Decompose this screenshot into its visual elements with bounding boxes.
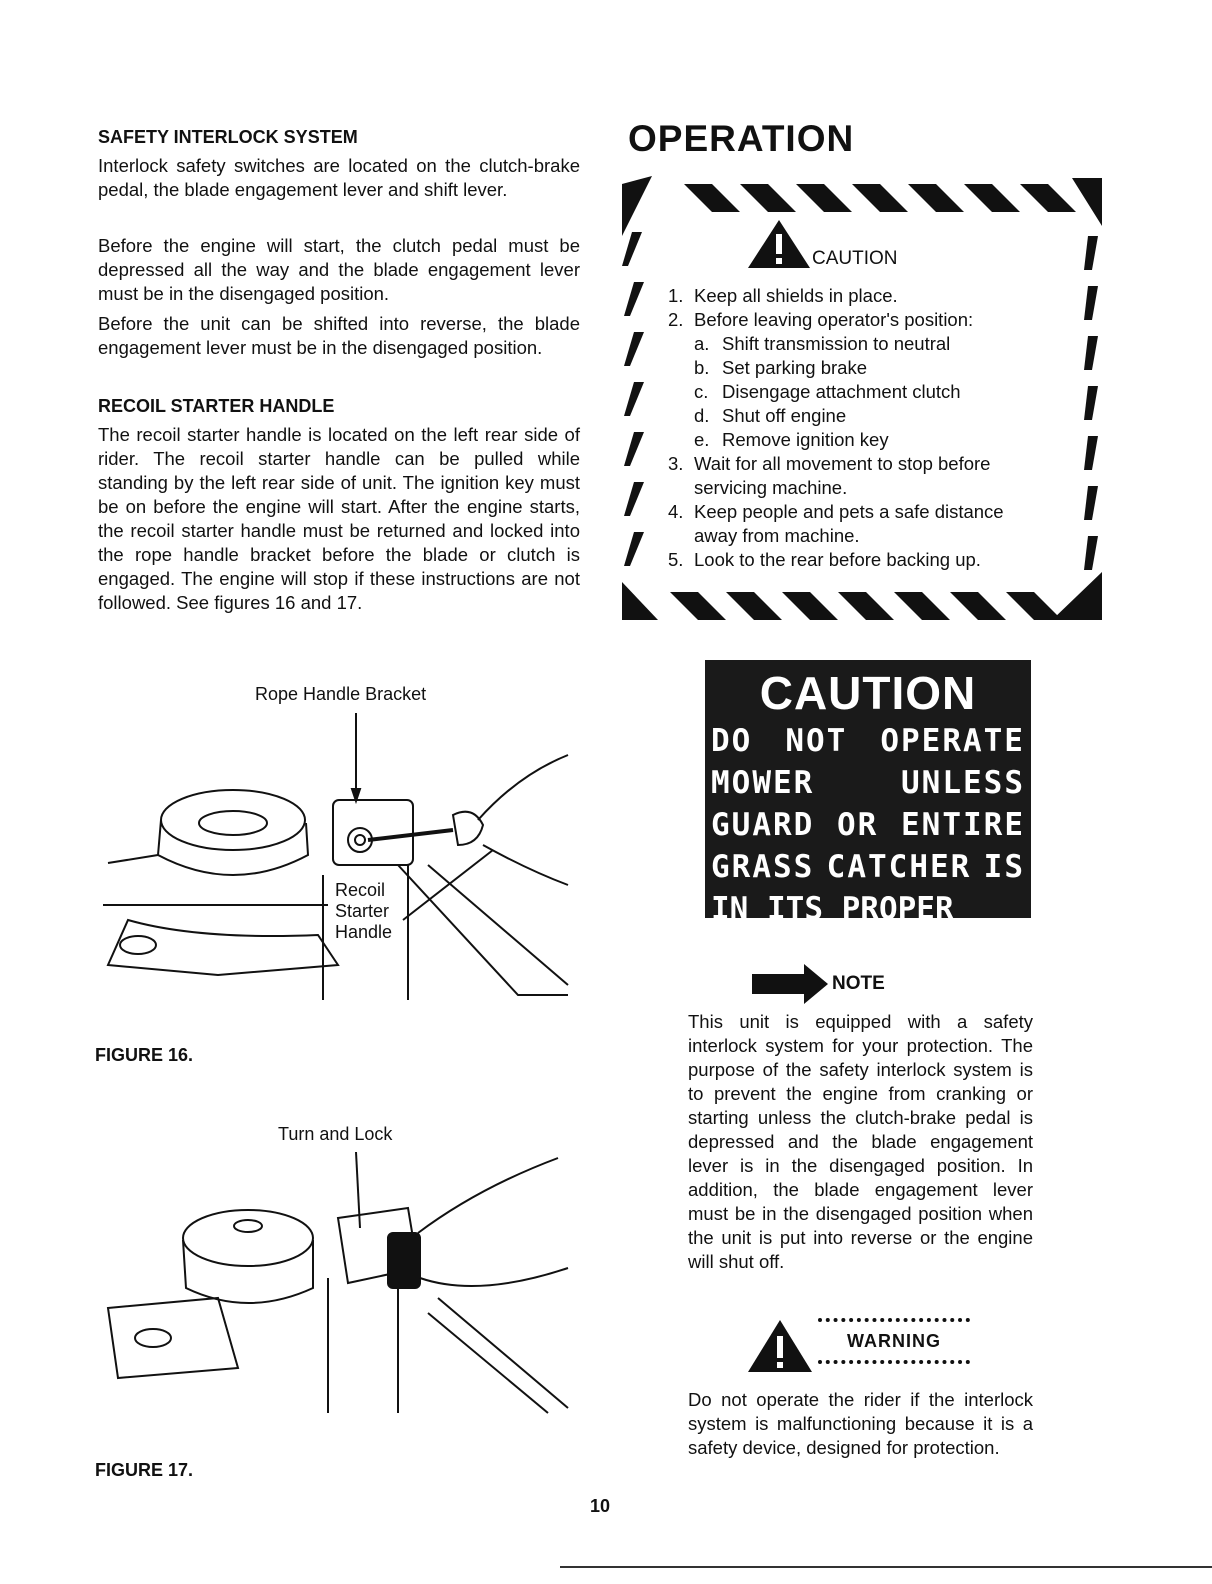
- list-item: [668, 284, 1068, 308]
- recoil-label-line-1: Recoil: [335, 880, 386, 900]
- recoil-label-line-2: Starter: [335, 901, 390, 921]
- figure-16-illustration: [98, 705, 578, 1005]
- item-text: Keep all shields in place.: [694, 285, 898, 306]
- safety-paragraph-3: Before the unit can be shifted into reverse, the blade engagement lever must be in the disengaged position.: [98, 313, 580, 358]
- figure-17-illustration: [98, 1148, 578, 1418]
- sign-line-4: [705, 846, 1031, 888]
- note-label: NOTE: [832, 973, 885, 994]
- bottom-rule: [560, 1566, 1212, 1568]
- recoil-label-line-3: Handle: [335, 922, 393, 942]
- warning-triangle-icon: [746, 1318, 814, 1374]
- sign-word: GRASS: [711, 849, 815, 885]
- rope-handle-bracket-label: Rope Handle Bracket: [255, 684, 427, 704]
- list-item-continued: away from machine.: [694, 525, 860, 546]
- sign-word: DO: [711, 723, 753, 759]
- list-item: [668, 308, 1068, 332]
- sign-word: CATCHER: [826, 849, 972, 885]
- warning-label: WARNING: [818, 1318, 970, 1364]
- item-number: a.: [694, 333, 710, 354]
- recoil-starter-heading: RECOIL STARTER HANDLE: [98, 396, 335, 416]
- note-paragraph: This unit is equipped with a safety interlock system for your protection. The purpose of the safety interlock system is to prevent the engine from cranking or starting unless the clutch-brake pedal is depressed and the blade engagement lever is in the disengaged position. In addition, the blade engagement lever must be in the disengaged position when the unit is put into reverse or the engine will shut off.: [688, 1011, 1033, 1272]
- item-text: Wait for all movement to stop before: [694, 453, 991, 474]
- list-item: [668, 332, 1068, 356]
- list-item: [668, 548, 1068, 572]
- list-item: [668, 428, 1068, 452]
- sign-line-2: [705, 762, 1031, 804]
- figure-16-caption: FIGURE 16.: [95, 1045, 194, 1065]
- item-text: Shut off engine: [722, 405, 847, 426]
- caution-label: CAUTION: [812, 248, 898, 269]
- item-text: Disengage attachment clutch: [722, 381, 961, 402]
- note-arrow-icon: [752, 964, 830, 1004]
- item-number: d.: [694, 405, 710, 426]
- item-number: 4.: [668, 501, 684, 522]
- sign-word: MOWER: [711, 765, 815, 801]
- sign-word: NOT: [785, 723, 848, 759]
- item-number: 3.: [668, 453, 684, 474]
- item-number: c.: [694, 381, 709, 402]
- caution-triangle-icon: [746, 218, 812, 270]
- warning-paragraph: Do not operate the rider if the interlock system is malfunctioning because it is a safety device, designed for protection.: [688, 1389, 1033, 1458]
- item-text: Shift transmission to neutral: [722, 333, 951, 354]
- sign-word: ENTIRE: [901, 807, 1025, 843]
- sign-line-3: [705, 804, 1031, 846]
- item-number: 2.: [668, 309, 684, 330]
- list-item: [668, 452, 1068, 476]
- list-item: [668, 500, 1068, 524]
- operation-title: OPERATION: [628, 118, 855, 159]
- item-number: e.: [694, 429, 710, 450]
- sign-line-5: IN ITS PROPER PLACE.: [711, 891, 954, 969]
- item-number: 1.: [668, 285, 684, 306]
- sign-word: GUARD: [711, 807, 815, 843]
- safety-interlock-heading: SAFETY INTERLOCK SYSTEM: [98, 127, 358, 147]
- recoil-starter-handle-label: [335, 880, 392, 943]
- safety-paragraph-1: Interlock safety switches are located on the clutch-brake pedal, the blade engagement lever and shift lever.: [98, 155, 580, 200]
- sign-word: OR: [837, 807, 879, 843]
- item-text: Remove ignition key: [722, 429, 889, 450]
- list-item-continued: servicing machine.: [694, 477, 848, 498]
- sign-word: UNLESS: [901, 765, 1025, 801]
- sign-word: IS: [983, 849, 1025, 885]
- caution-list: [668, 284, 1068, 572]
- list-item: [668, 356, 1068, 380]
- page-number: 10: [590, 1496, 611, 1516]
- item-text: Look to the rear before backing up.: [694, 549, 981, 570]
- sign-word: OPERATE: [880, 723, 1025, 759]
- caution-sign-title: CAUTION: [759, 667, 977, 719]
- item-text: Keep people and pets a safe distance: [694, 501, 1004, 522]
- list-item: [668, 404, 1068, 428]
- list-item: [668, 380, 1068, 404]
- safety-paragraph-2: Before the engine will start, the clutch pedal must be depressed all the way and the blade engagement lever must be in the disengaged position.: [98, 235, 580, 304]
- turn-and-lock-label: Turn and Lock: [278, 1124, 393, 1144]
- figure-17-caption: FIGURE 17.: [95, 1460, 194, 1480]
- item-text: Before leaving operator's position:: [694, 309, 974, 330]
- item-text: Set parking brake: [722, 357, 868, 378]
- item-number: b.: [694, 357, 710, 378]
- recoil-paragraph: The recoil starter handle is located on the left rear side of rider. The recoil starter handle can be pulled while standing by the left rear side of unit. The ignition key must be on before the engine will start. After the engine starts, the recoil starter handle must be returned and locked into the rope handle bracket before the blade or clutch is engaged. The engine will stop if these instructions are not followed. See figures 16 and 17.: [98, 424, 580, 613]
- sign-line-1: [705, 720, 1031, 762]
- item-number: 5.: [668, 549, 684, 570]
- caution-sign: [705, 660, 1031, 969]
